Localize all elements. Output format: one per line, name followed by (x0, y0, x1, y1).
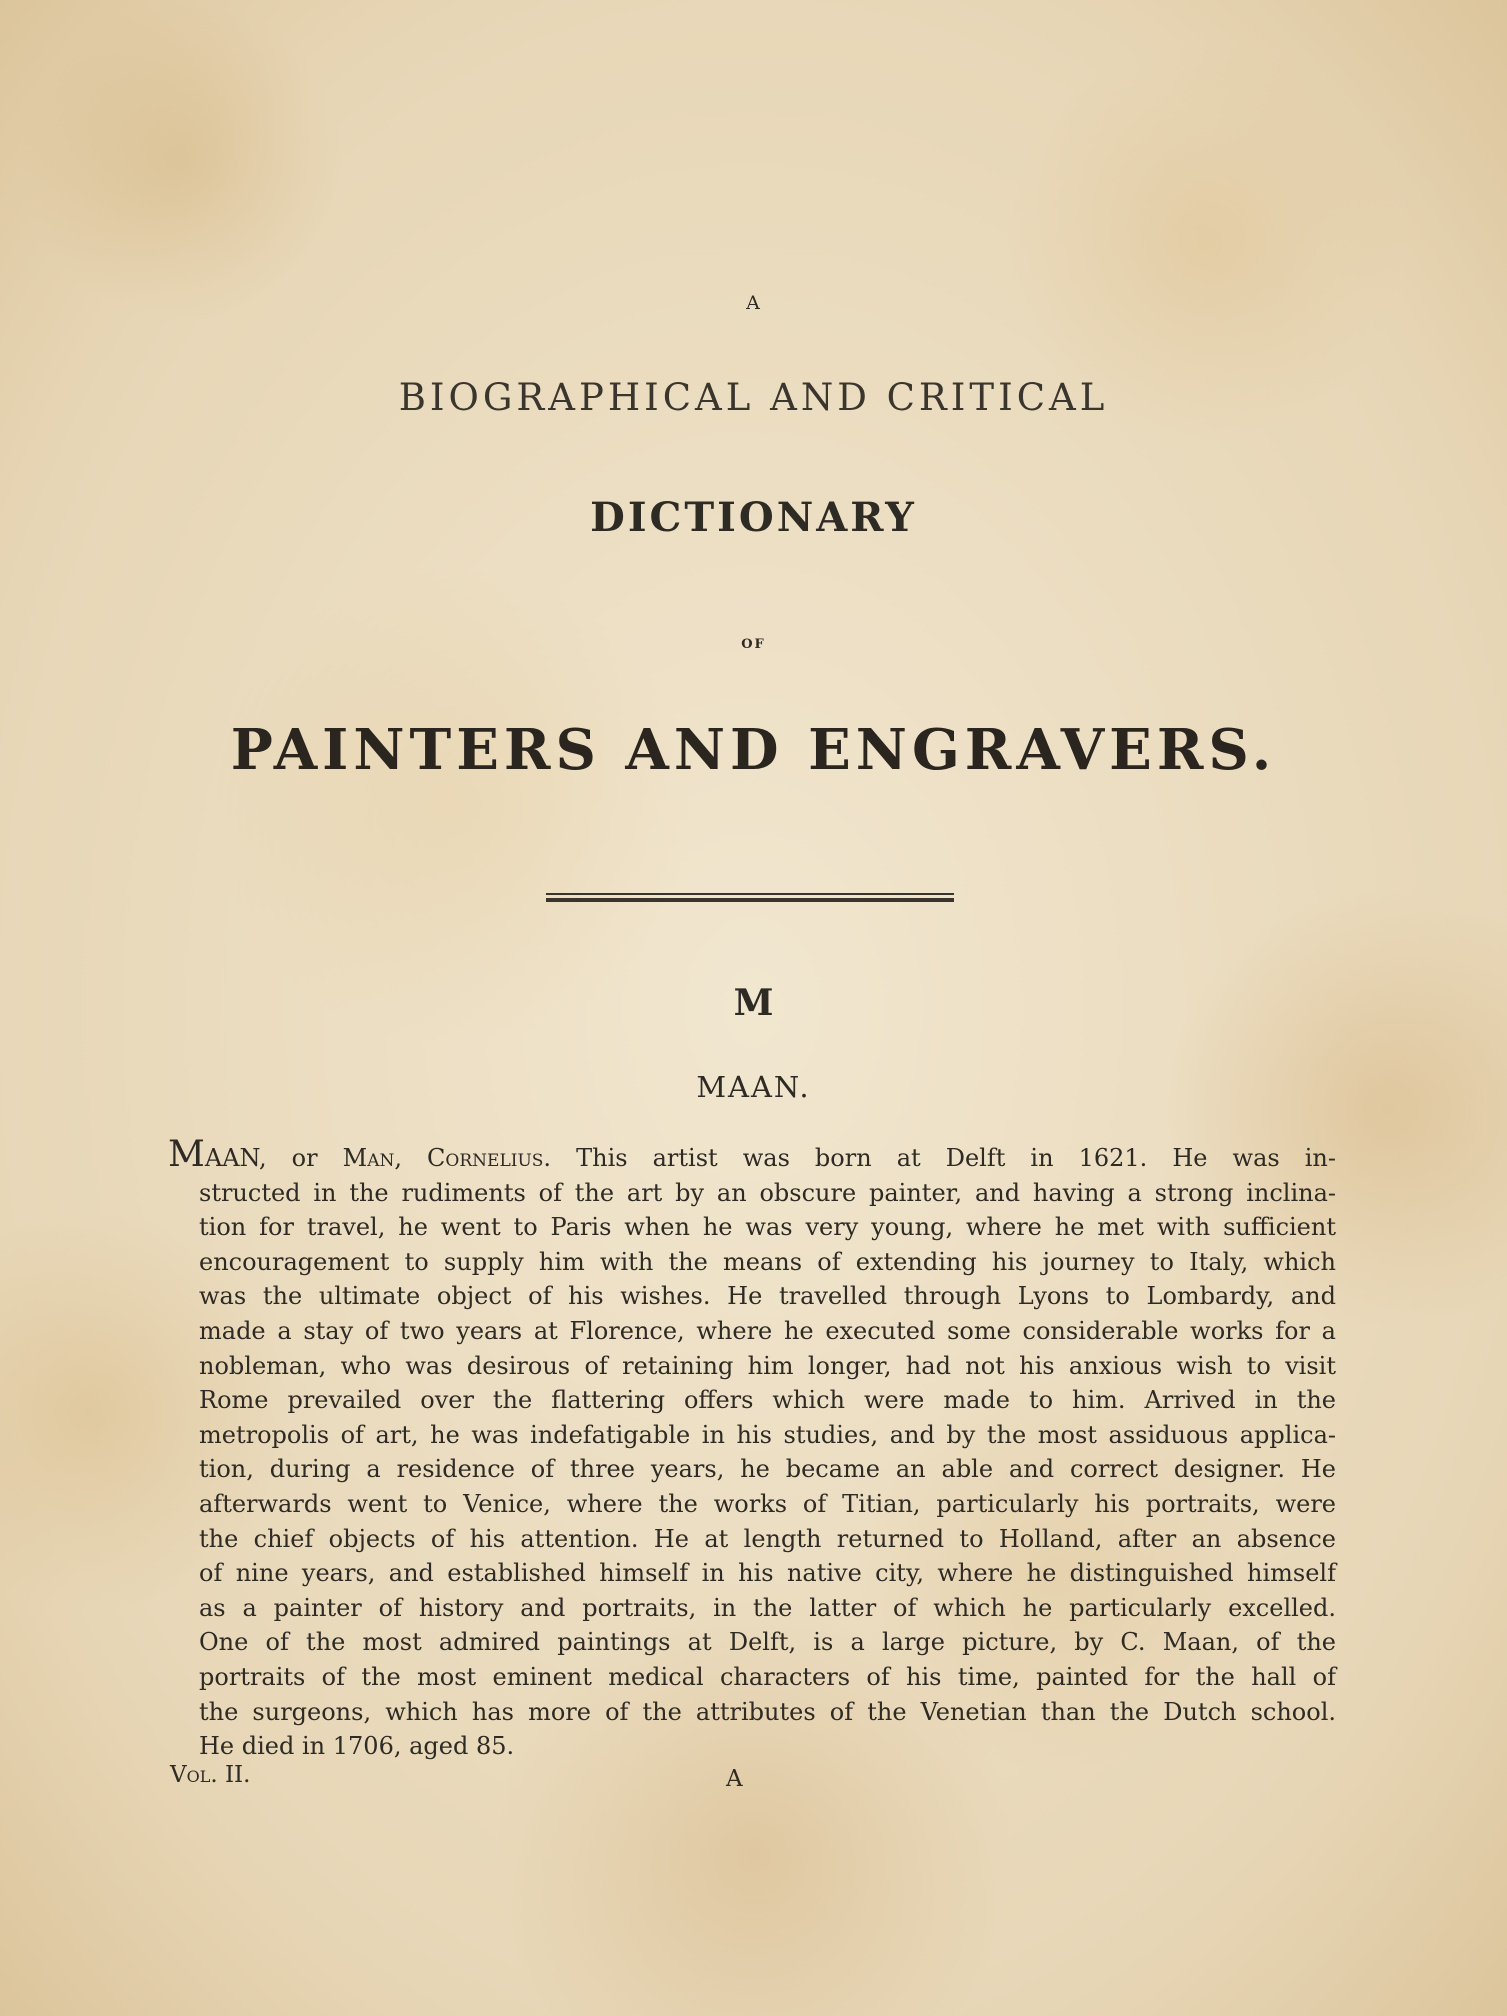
entry-line: This artist was born at Delft in 1621. He was in- (576, 1144, 1336, 1172)
entry-line: the surgeons, which has more of the attributes of the Venetian than the Dutch school. (199, 1697, 1336, 1726)
entry-line: tion for travel, he went to Paris when he was very young, where he met with sufficient (199, 1213, 1336, 1242)
entry-line: Rome prevailed over the flattering offers which were made to him. Arrived in the (199, 1386, 1336, 1415)
entry-line: metropolis of art, he was indefatigable in his studies, and by the most assiduous applica- (199, 1420, 1336, 1449)
title-article: A (746, 292, 761, 314)
entry-line: was the ultimate object of his wishes. He travelled through Lyons to Lombardy, and (199, 1282, 1336, 1311)
title-line-biographical: BIOGRAPHICAL AND CRITICAL (398, 376, 1109, 419)
entry-line: made a stay of two years at Florence, where he executed some considerable works for a (199, 1316, 1336, 1345)
section-letter: M (733, 982, 774, 1024)
headword-rest: AAN, (204, 1144, 267, 1172)
entry-line: structed in the rudiments of the art by an obscure painter, and having a strong inclina- (199, 1178, 1336, 1207)
entry-line: One of the most admired paintings at Delft, is a large picture, by C. Maan, of the (199, 1628, 1336, 1657)
entry-text (168, 1134, 1336, 1764)
signature-mark: A (726, 1766, 743, 1792)
section-heading: MAAN. (696, 1070, 811, 1104)
title-line-dictionary: DICTIONARY (590, 494, 917, 541)
entry-line: of nine years, and established himself in his native city, where he distinguished himself (199, 1559, 1336, 1588)
title-line-painters-engravers: PAINTERS AND ENGRAVERS. (230, 717, 1277, 783)
entry-line: nobleman, who was desirous of retaining him longer, had not his anxious wish to visit (199, 1351, 1336, 1380)
entry-line: He died in 1706, aged 85. (199, 1732, 515, 1761)
entry-line: as a painter of history and portraits, in the latter of which he particularly excelled. (199, 1593, 1336, 1622)
headword-or: or (266, 1144, 343, 1172)
entry-line: the chief objects of his attention. He at length returned to Holland, after an absence (199, 1524, 1336, 1553)
entry-line: tion, during a residence of three years, he became an able and correct designer. He (199, 1455, 1336, 1484)
entry-first-line (168, 1134, 1336, 1176)
entry-line: portraits of the most eminent medical characters of his time, painted for the hall of (199, 1662, 1336, 1691)
entry-line: encouragement to supply him with the means of extending his journey to Italy, which (199, 1247, 1336, 1276)
entry-line: afterwards went to Venice, where the works of Titian, particularly his portraits, were (199, 1489, 1336, 1518)
volume-number: Vol. II. (170, 1762, 251, 1788)
alternate-name: Man, Cornelius. (342, 1144, 552, 1172)
drop-cap: M (168, 1134, 205, 1175)
double-rule-divider (546, 893, 954, 902)
title-line-of: OF (741, 637, 766, 652)
